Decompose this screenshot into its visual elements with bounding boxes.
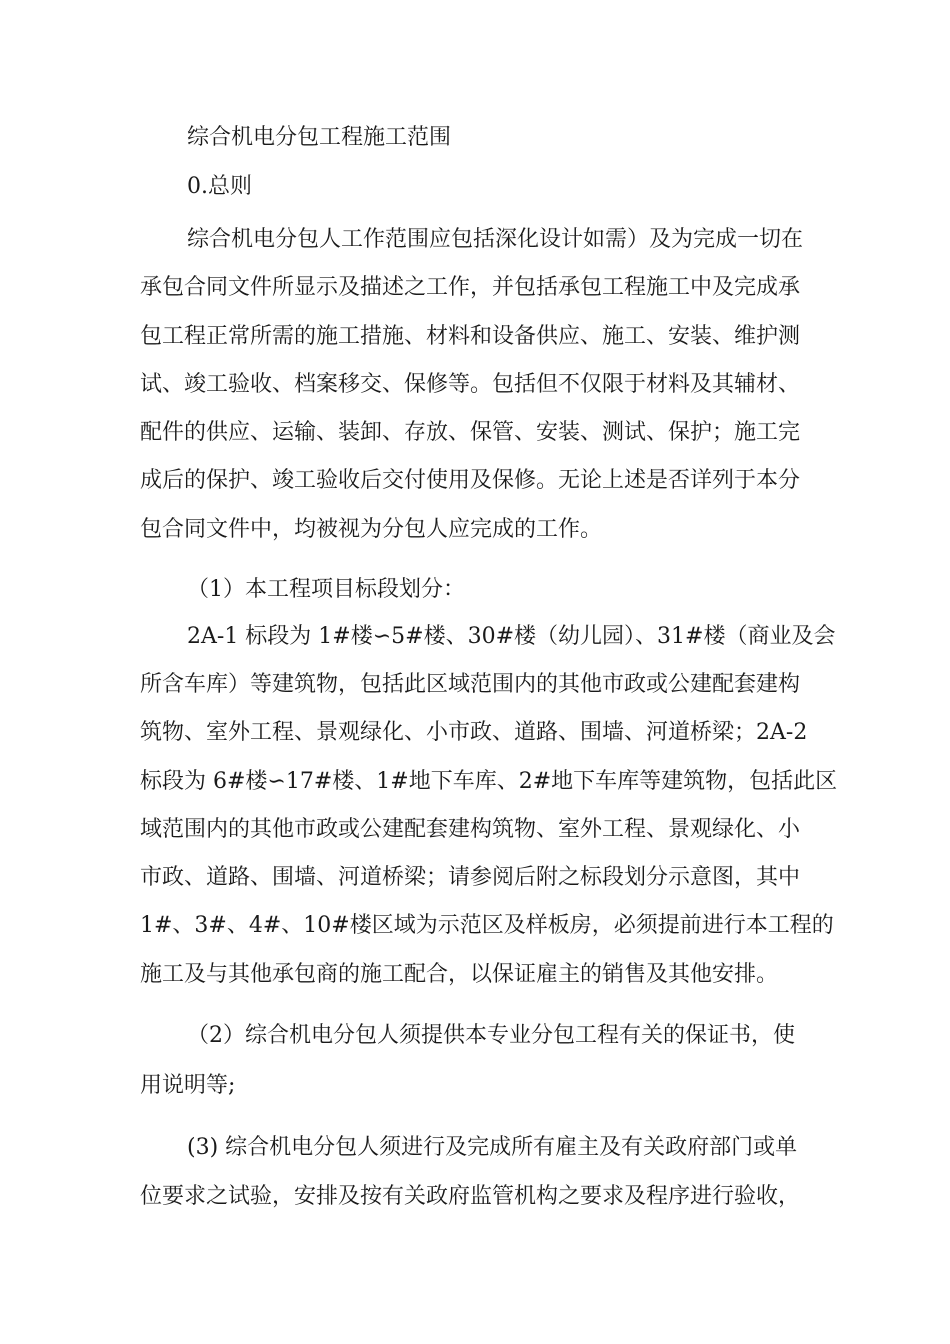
paragraph-line: 承包合同文件所显示及描述之工作，并包括承包工程施工中及完成承	[140, 275, 801, 300]
paragraph-line: 所含车库）等建筑物，包括此区域范围内的其他市政或公建配套建构	[140, 672, 801, 697]
paragraph-line: 域范围内的其他市政或公建配套建构筑物、室外工程、景观绿化、小	[140, 817, 801, 842]
document-title: 综合机电分包工程施工范围	[187, 125, 452, 150]
paragraph-line: (3) 综合机电分包人须进行及完成所有雇主及有关政府部门或单	[187, 1135, 798, 1160]
paragraph-line: 筑物、室外工程、景观绿化、小市政、道路、围墙、河道桥梁；2A-2	[140, 720, 808, 745]
paragraph-line: 2A-1 标段为 1#楼∽5#楼、30#楼（幼儿园）、31#楼（商业及会	[187, 624, 836, 649]
paragraph-line: 市政、道路、围墙、河道桥梁；请参阅后附之标段划分示意图，其中	[140, 865, 801, 890]
paragraph-line: 施工及与其他承包商的施工配合，以保证雇主的销售及其他安排。	[140, 962, 779, 987]
paragraph-line: 成后的保护、竣工验收后交付使用及保修。无论上述是否详列于本分	[140, 468, 801, 493]
paragraph-line: （2）综合机电分包人须提供本专业分包工程有关的保证书，使	[187, 1023, 795, 1048]
paragraph-line: 配件的供应、运输、装卸、存放、保管、安装、测试、保护；施工完	[140, 420, 801, 445]
paragraph-line: 位要求之试验，安排及按有关政府监管机构之要求及程序进行验收，	[140, 1184, 801, 1209]
paragraph-line: 包合同文件中，均被视为分包人应完成的工作。	[140, 517, 603, 542]
paragraph-line: 试、竣工验收、档案移交、保修等。包括但不仅限于材料及其辅材、	[140, 372, 801, 397]
paragraph-line: 1#、3#、4#、10#楼区域为示范区及样板房，必须提前进行本工程的	[140, 913, 834, 938]
paragraph-line: 用说明等;	[140, 1073, 236, 1098]
paragraph-line: 包工程正常所需的施工措施、材料和设备供应、施工、安装、维护测	[140, 324, 801, 349]
paragraph-line: 标段为 6#楼∽17#楼、1#地下车库、2#地下车库等建筑物，包括此区	[140, 769, 838, 794]
item-1-heading: （1）本工程项目标段划分：	[187, 577, 465, 602]
paragraph-line: 综合机电分包人工作范围应包括深化设计如需）及为完成一切在	[187, 227, 804, 252]
section-heading: 0.总则	[187, 174, 252, 199]
